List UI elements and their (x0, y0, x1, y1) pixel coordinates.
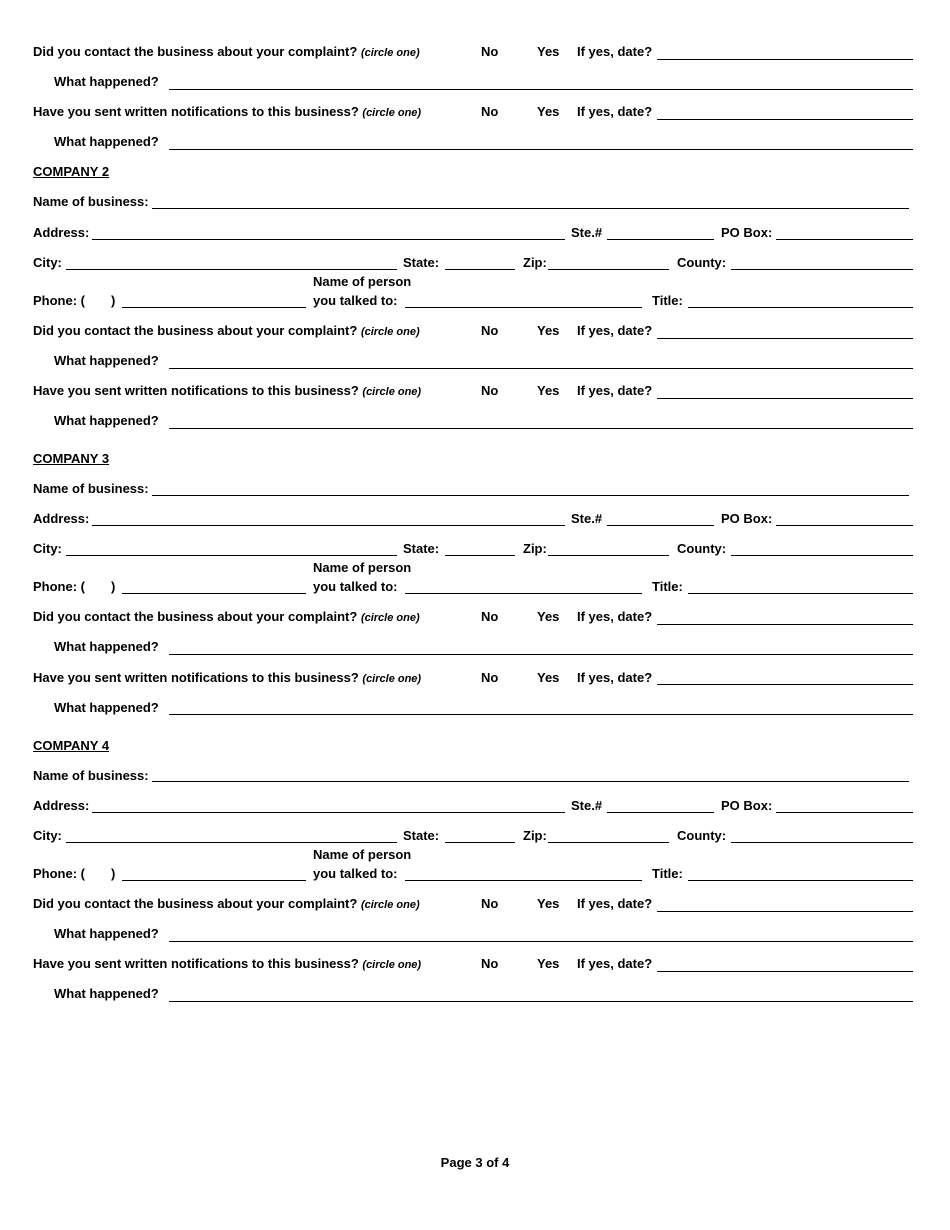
address-field[interactable] (92, 812, 565, 813)
suite-label: Ste.# (571, 225, 603, 240)
talked-to-field[interactable] (405, 307, 642, 308)
title-field[interactable] (688, 593, 913, 594)
state-field[interactable] (445, 269, 515, 270)
contact-date-field[interactable] (657, 59, 913, 60)
written-question-label: Have you sent written notifications to this business? (circle one) (33, 104, 422, 119)
written-no-option[interactable]: No (481, 670, 499, 685)
contact-date-label: If yes, date? (577, 896, 653, 911)
written-date-field[interactable] (657, 971, 913, 972)
talked-to-field[interactable] (405, 880, 642, 881)
what-happened-label: What happened? (54, 926, 159, 941)
contact-no-option[interactable]: No (481, 44, 499, 59)
written-date-label: If yes, date? (577, 104, 653, 119)
what-happened-label: What happened? (54, 986, 159, 1001)
po-box-field[interactable] (776, 239, 913, 240)
address-field[interactable] (92, 239, 565, 240)
phone-label: Phone: ( (33, 293, 85, 308)
written-no-option[interactable]: No (481, 956, 499, 971)
business-name-field[interactable] (152, 781, 909, 782)
city-field[interactable] (66, 842, 397, 843)
talked-to-label: you talked to: (313, 866, 398, 881)
county-label: County: (677, 828, 727, 843)
business-name-field[interactable] (152, 208, 909, 209)
zip-label: Zip: (523, 541, 547, 556)
city-field[interactable] (66, 555, 397, 556)
contact-yes-option[interactable]: Yes (537, 44, 560, 59)
contact-no-option[interactable]: No (481, 323, 499, 338)
business-name-label: Name of business: (33, 194, 149, 209)
phone-paren: ) (111, 293, 116, 308)
what-happened-label: What happened? (54, 74, 159, 89)
city-label: City: (33, 828, 62, 843)
contact-date-label: If yes, date? (577, 323, 653, 338)
what-happened-field[interactable] (169, 428, 913, 429)
section-heading: COMPANY 4 (33, 738, 110, 753)
phone-label: Phone: ( (33, 866, 85, 881)
written-yes-option[interactable]: Yes (537, 956, 560, 971)
po-box-label: PO Box: (721, 511, 773, 526)
title-label: Title: (652, 579, 683, 594)
written-date-field[interactable] (657, 398, 913, 399)
suite-field[interactable] (607, 239, 714, 240)
zip-field[interactable] (548, 269, 669, 270)
name-of-person-label: Name of person (313, 560, 412, 575)
written-date-field[interactable] (657, 684, 913, 685)
written-no-option[interactable]: No (481, 383, 499, 398)
page-number: Page 3 of 4 (440, 1155, 510, 1170)
what-happened-field[interactable] (169, 1001, 913, 1002)
talked-to-field[interactable] (405, 593, 642, 594)
title-field[interactable] (688, 880, 913, 881)
state-label: State: (403, 828, 440, 843)
written-no-option[interactable]: No (481, 104, 499, 119)
city-label: City: (33, 255, 62, 270)
what-happened-label: What happened? (54, 700, 159, 715)
contact-date-label: If yes, date? (577, 44, 653, 59)
what-happened-field[interactable] (169, 89, 913, 90)
title-label: Title: (652, 293, 683, 308)
what-happened-field[interactable] (169, 941, 913, 942)
po-box-label: PO Box: (721, 798, 773, 813)
contact-yes-option[interactable]: Yes (537, 323, 560, 338)
suite-field[interactable] (607, 525, 714, 526)
business-name-field[interactable] (152, 495, 909, 496)
county-field[interactable] (731, 842, 913, 843)
title-label: Title: (652, 866, 683, 881)
talked-to-label: you talked to: (313, 293, 398, 308)
written-question-label: Have you sent written notifications to this business? (circle one) (33, 670, 422, 685)
contact-date-field[interactable] (657, 911, 913, 912)
written-yes-option[interactable]: Yes (537, 104, 560, 119)
suite-field[interactable] (607, 812, 714, 813)
address-label: Address: (33, 798, 90, 813)
zip-field[interactable] (548, 555, 669, 556)
county-label: County: (677, 255, 727, 270)
address-label: Address: (33, 225, 90, 240)
contact-question-label: Did you contact the business about your complaint? (circle one) (33, 609, 420, 624)
contact-date-label: If yes, date? (577, 609, 653, 624)
address-label: Address: (33, 511, 90, 526)
what-happened-field[interactable] (169, 368, 913, 369)
written-date-label: If yes, date? (577, 670, 653, 685)
po-box-label: PO Box: (721, 225, 773, 240)
contact-yes-option[interactable]: Yes (537, 609, 560, 624)
written-yes-option[interactable]: Yes (537, 670, 560, 685)
written-date-field[interactable] (657, 119, 913, 120)
phone-field[interactable] (122, 880, 306, 881)
contact-date-field[interactable] (657, 338, 913, 339)
business-name-label: Name of business: (33, 768, 149, 783)
county-field[interactable] (731, 269, 913, 270)
written-question-label: Have you sent written notifications to this business? (circle one) (33, 956, 422, 971)
phone-field[interactable] (122, 307, 306, 308)
city-label: City: (33, 541, 62, 556)
state-label: State: (403, 541, 440, 556)
contact-date-field[interactable] (657, 624, 913, 625)
address-field[interactable] (92, 525, 565, 526)
county-field[interactable] (731, 555, 913, 556)
written-date-label: If yes, date? (577, 956, 653, 971)
zip-label: Zip: (523, 828, 547, 843)
what-happened-label: What happened? (54, 134, 159, 149)
what-happened-label: What happened? (54, 353, 159, 368)
phone-label: Phone: ( (33, 579, 85, 594)
what-happened-field[interactable] (169, 149, 913, 150)
phone-field[interactable] (122, 593, 306, 594)
zip-label: Zip: (523, 255, 547, 270)
contact-no-option[interactable]: No (481, 609, 499, 624)
contact-no-option[interactable]: No (481, 896, 499, 911)
state-field[interactable] (445, 842, 515, 843)
state-field[interactable] (445, 555, 515, 556)
phone-paren: ) (111, 866, 116, 881)
what-happened-label: What happened? (54, 413, 159, 428)
title-field[interactable] (688, 307, 913, 308)
name-of-person-label: Name of person (313, 847, 412, 862)
contact-question-label: Did you contact the business about your complaint? (circle one) (33, 44, 420, 59)
suite-label: Ste.# (571, 798, 603, 813)
city-field[interactable] (66, 269, 397, 270)
what-happened-field[interactable] (169, 654, 913, 655)
zip-field[interactable] (548, 842, 669, 843)
what-happened-label: What happened? (54, 639, 159, 654)
written-date-label: If yes, date? (577, 383, 653, 398)
contact-question-label: Did you contact the business about your complaint? (circle one) (33, 323, 420, 338)
written-yes-option[interactable]: Yes (537, 383, 560, 398)
phone-paren: ) (111, 579, 116, 594)
suite-label: Ste.# (571, 511, 603, 526)
section-heading: COMPANY 2 (33, 164, 110, 179)
county-label: County: (677, 541, 727, 556)
written-question-label: Have you sent written notifications to this business? (circle one) (33, 383, 422, 398)
section-heading: COMPANY 3 (33, 451, 110, 466)
name-of-person-label: Name of person (313, 274, 412, 289)
contact-yes-option[interactable]: Yes (537, 896, 560, 911)
talked-to-label: you talked to: (313, 579, 398, 594)
po-box-field[interactable] (776, 525, 913, 526)
business-name-label: Name of business: (33, 481, 149, 496)
contact-question-label: Did you contact the business about your complaint? (circle one) (33, 896, 420, 911)
what-happened-field[interactable] (169, 714, 913, 715)
po-box-field[interactable] (776, 812, 913, 813)
state-label: State: (403, 255, 440, 270)
